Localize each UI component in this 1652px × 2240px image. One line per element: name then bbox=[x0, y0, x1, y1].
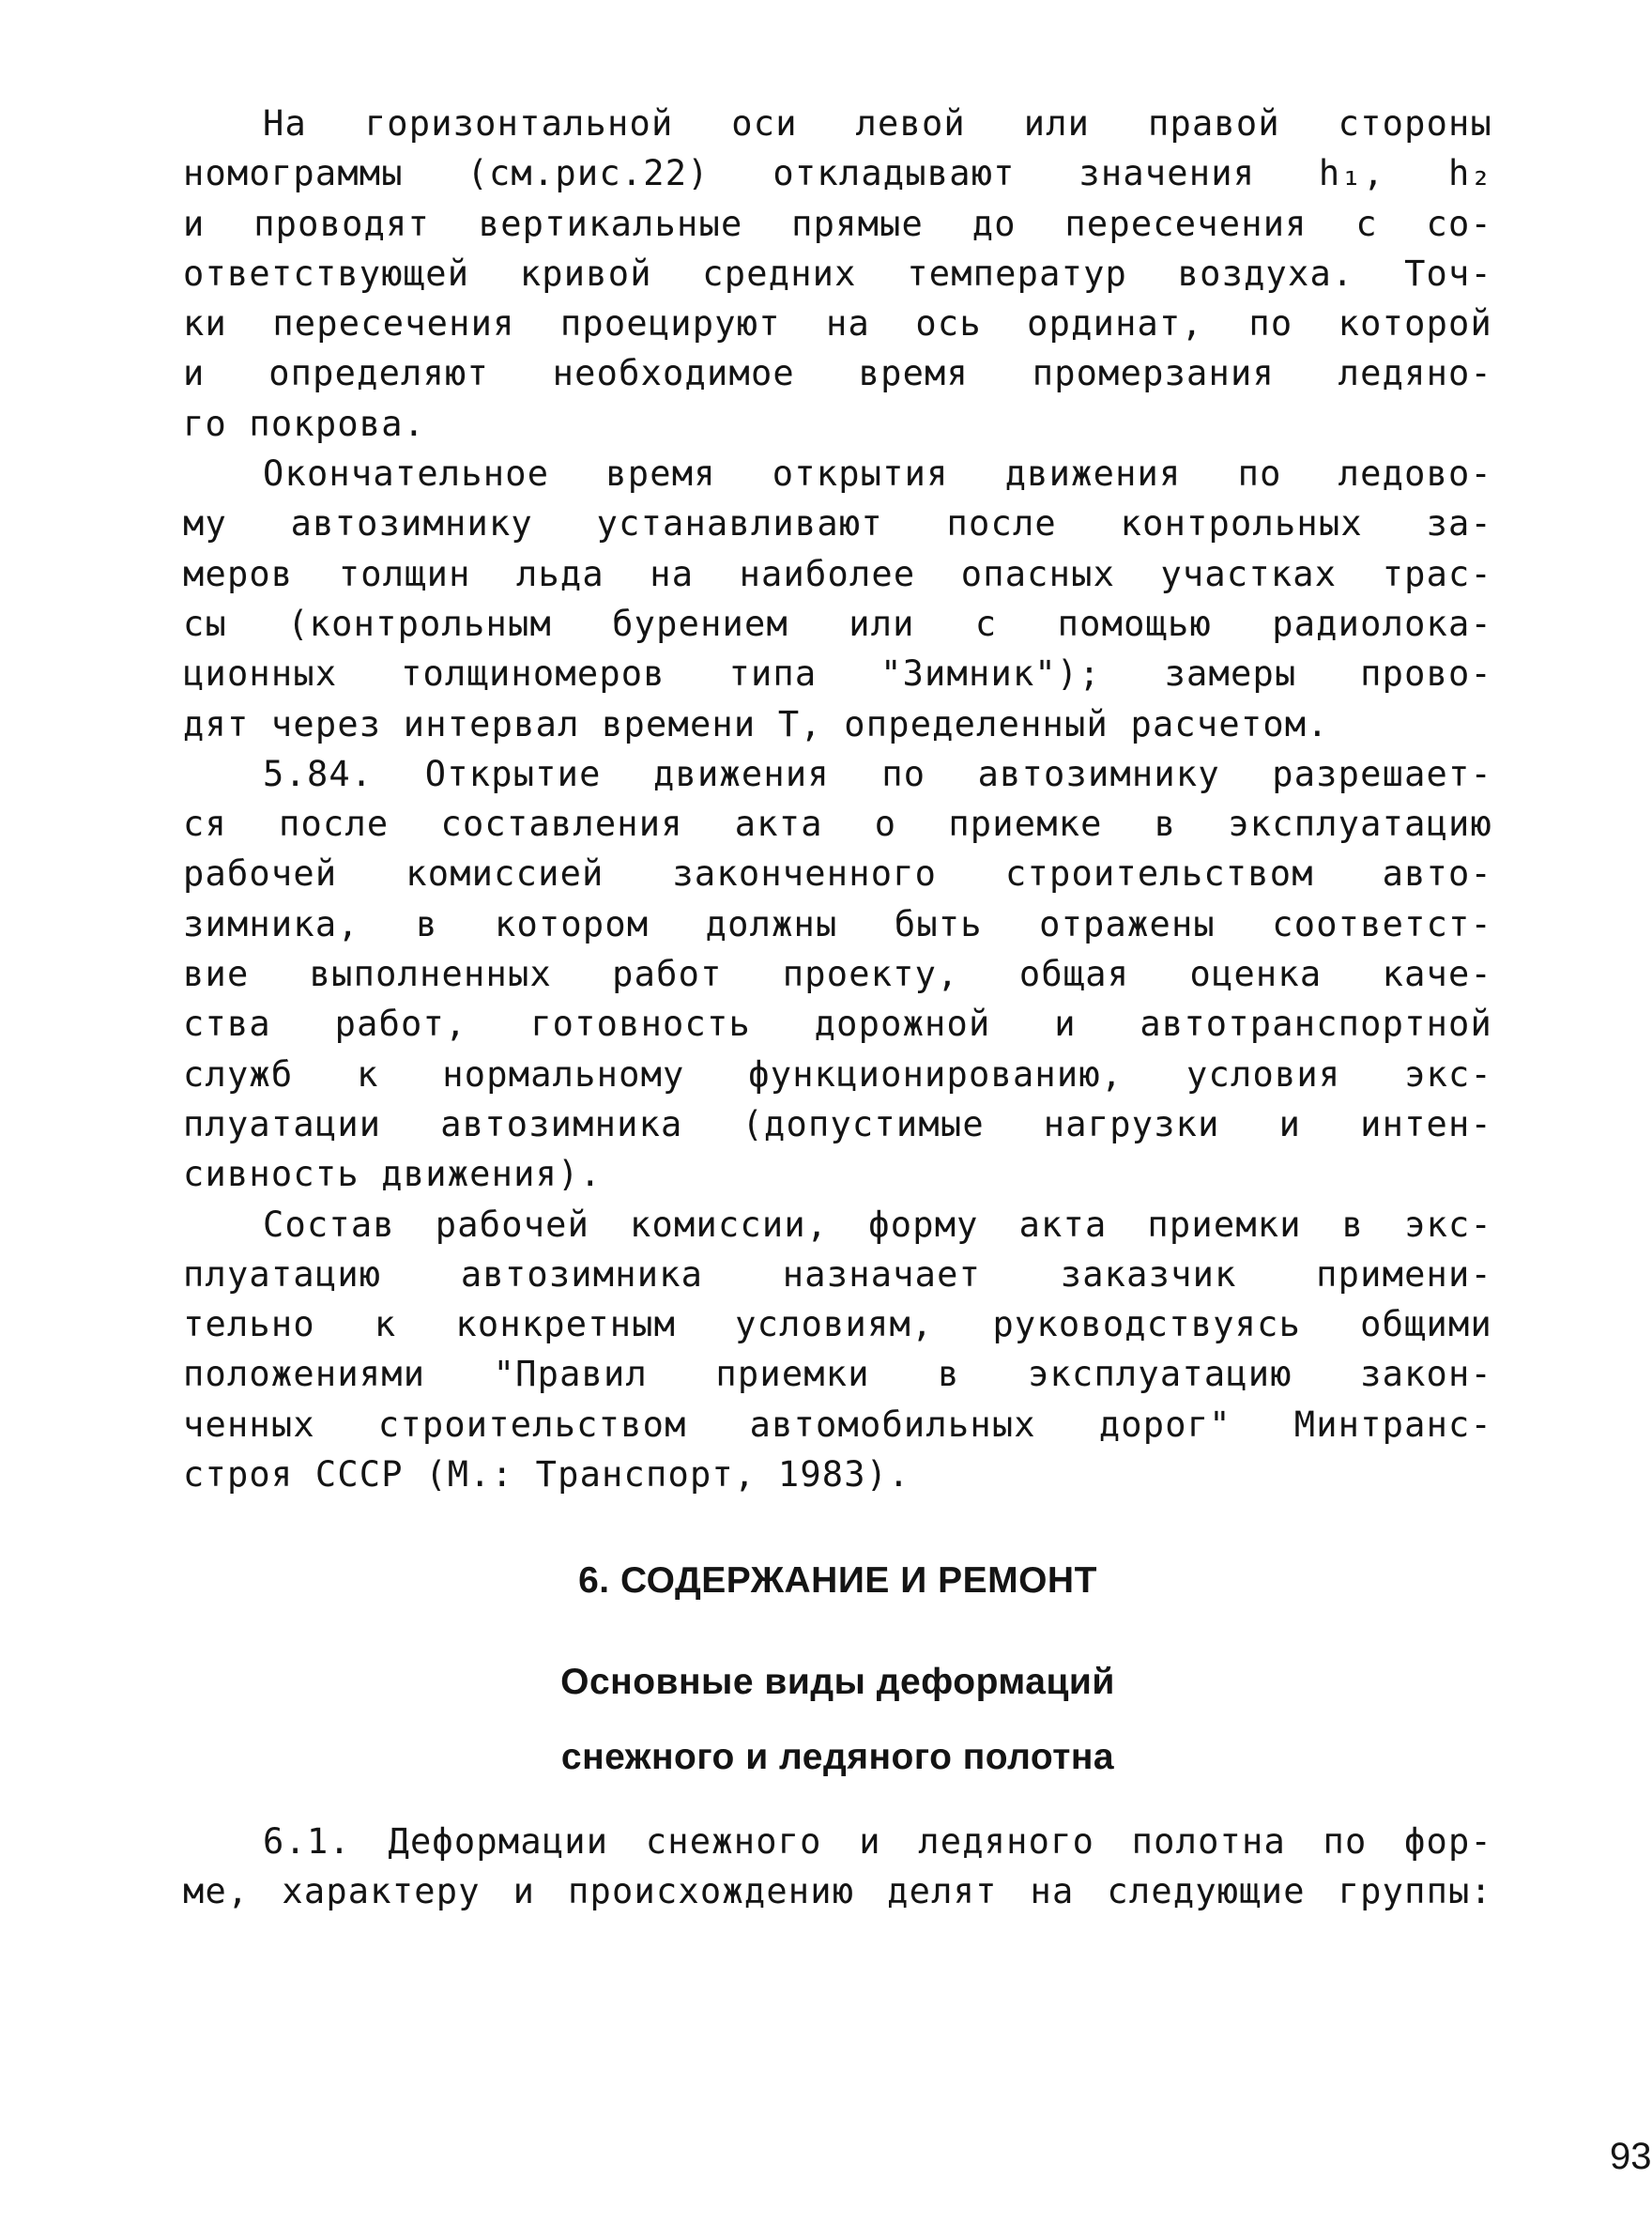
text-line: и проводят вертикальные прямые до пересечения с со- bbox=[183, 203, 1492, 244]
text-line: ционных толщиномеров типа "Зимник"); замеры прово- bbox=[183, 653, 1492, 695]
text-line: плуатации автозимника (допустимые нагрузки и интен- bbox=[183, 1103, 1492, 1144]
text-line: зимника, в котором должны быть отражены соответст- bbox=[183, 903, 1492, 944]
paragraph-2 bbox=[183, 449, 1492, 749]
section-heading: 6. СОДЕРЖАНИЕ И РЕМОНТ bbox=[578, 1560, 1097, 1601]
text-line: номограммы (см.рис.22) откладывают значения h₁, h₂ bbox=[183, 153, 1492, 194]
text-line: рабочей комиссией законченного строительством авто- bbox=[183, 853, 1492, 895]
text-line: На горизонтальной оси левой или правой стороны bbox=[263, 103, 1492, 144]
paragraph-6-1 bbox=[183, 1817, 1492, 1917]
text-line: строя СССР (М.: Транспорт, 1983). bbox=[183, 1454, 910, 1496]
text-line: ки пересечения проецируют на ось ординат, по которой bbox=[183, 303, 1492, 345]
paragraph-4 bbox=[183, 1200, 1492, 1500]
text-line: Окончательное время открытия движения по ледово- bbox=[263, 453, 1492, 495]
paragraph-3 bbox=[183, 749, 1492, 1200]
text-line: и определяют необходимое время промерзания ледяно- bbox=[183, 353, 1492, 394]
text-line: ченных строительством автомобильных дорог" Минтранс- bbox=[183, 1404, 1492, 1445]
text-line: го покрова. bbox=[183, 403, 426, 444]
text-line: ся после составления акта о приемке в эксплуатацию bbox=[183, 804, 1492, 845]
body-text bbox=[183, 99, 1492, 1499]
text-line: тельно к конкретным условиям, руководствуясь общими bbox=[183, 1304, 1492, 1345]
paragraph-1 bbox=[183, 99, 1492, 449]
text-line: сы (контрольным бурением или с помощью радиолока- bbox=[183, 603, 1492, 644]
subheading: Основные виды деформаций bbox=[560, 1662, 1115, 1702]
text-line: 6.1. Деформации снежного и ледяного полотна по фор- bbox=[263, 1821, 1492, 1862]
text-line: дят через интервал времени T, определенный расчетом. bbox=[183, 703, 1329, 744]
text-line: ства работ, готовность дорожной и автотранспортной bbox=[183, 1004, 1492, 1045]
text-line: положениями "Правил приемки в эксплуатацию закон- bbox=[183, 1354, 1492, 1395]
text-line: 5.84. Открытие движения по автозимнику разрешает- bbox=[263, 753, 1492, 794]
page-number: 93 bbox=[1610, 2136, 1652, 2177]
text-line: служб к нормальному функционированию, условия экс- bbox=[183, 1053, 1492, 1095]
text-line: меров толщин льда на наиболее опасных участках трас- bbox=[183, 553, 1492, 594]
text-line: плуатацию автозимника назначает заказчик примени- bbox=[183, 1253, 1492, 1295]
subheading: снежного и ледяного полотна bbox=[560, 1737, 1115, 1777]
text-line: ответствующей кривой средних температур воздуха. Точ- bbox=[183, 253, 1492, 294]
text-line: сивность движения). bbox=[183, 1154, 603, 1195]
text-line: Состав рабочей комиссии, форму акта приемки в экс- bbox=[263, 1204, 1492, 1245]
text-line: ме, характеру и происхождению делят на следующие группы: bbox=[183, 1871, 1492, 1912]
text-line: му автозимнику устанавливают после контрольных за- bbox=[183, 503, 1492, 545]
text-line: вие выполненных работ проекту, общая оценка каче- bbox=[183, 954, 1492, 995]
